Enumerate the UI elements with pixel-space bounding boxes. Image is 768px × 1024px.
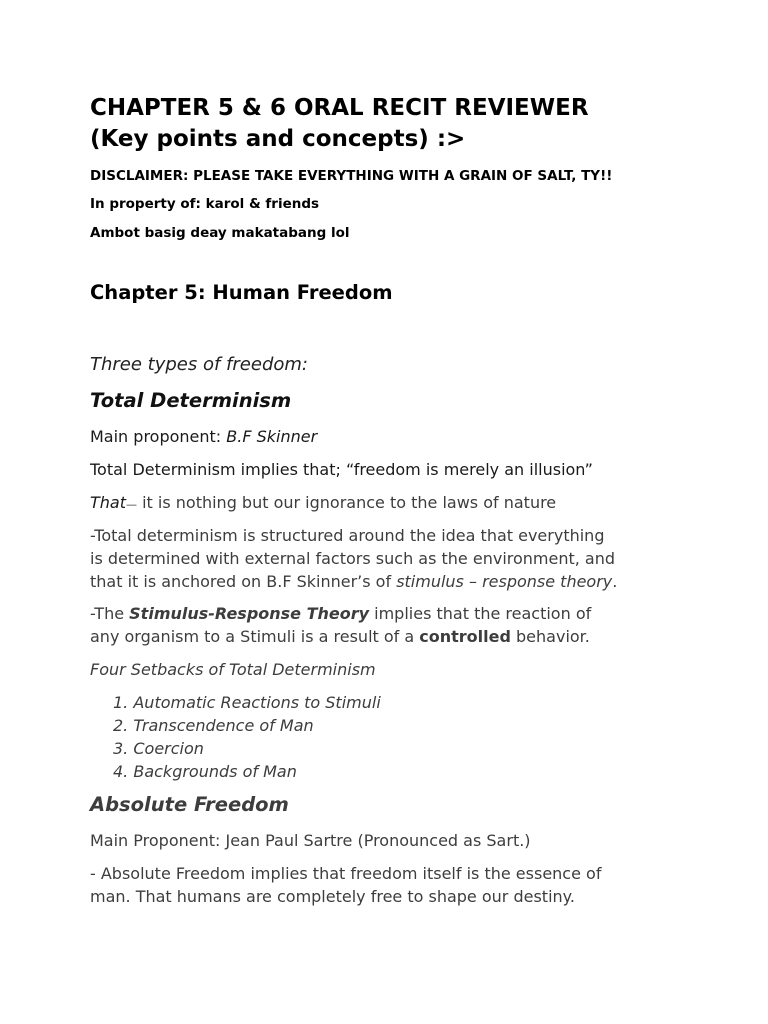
td-para2-line1-post: implies that the reaction of bbox=[369, 604, 592, 623]
td-para1-line3-ital: stimulus – response theory bbox=[396, 572, 613, 591]
setbacks-heading: Four Setbacks of Total Determinism bbox=[90, 660, 376, 679]
af-proponent: Main Proponent: Jean Paul Sartre (Pronounced as Sart.) bbox=[90, 831, 531, 850]
list-item: 3. Coercion bbox=[113, 739, 204, 758]
property-line: In property of: karol & friends bbox=[90, 196, 320, 212]
that-dash: — bbox=[126, 498, 137, 511]
td-implies: Total Determinism implies that; “freedom is merely an illusion” bbox=[90, 460, 593, 479]
td-paragraph-1 bbox=[90, 524, 617, 593]
setbacks-list bbox=[113, 691, 381, 783]
td-para1-line2: is determined with external factors such as the environment, and bbox=[90, 549, 616, 568]
disclaimer: DISCLAIMER: PLEASE TAKE EVERYTHING WITH A GRAIN OF SALT, TY!! bbox=[90, 168, 613, 184]
that-rest: it is nothing but our ignorance to the laws of nature bbox=[137, 493, 557, 512]
absolute-freedom-heading: Absolute Freedom bbox=[90, 793, 289, 816]
td-para2-line2-post: behavior. bbox=[510, 627, 590, 646]
td-para2-line2-bold: controlled bbox=[419, 627, 511, 646]
title-line-2: (Key points and concepts) :> bbox=[90, 126, 466, 152]
td-para2-line1-bold: Stimulus-Response Theory bbox=[129, 604, 370, 623]
td-para1-line3-post: . bbox=[612, 572, 618, 591]
freedom-types-intro: Three types of freedom: bbox=[90, 354, 308, 375]
note-line: Ambot basig deay makatabang lol bbox=[90, 225, 350, 241]
that-word: That bbox=[90, 493, 126, 512]
td-para2-line1-pre: -The bbox=[90, 604, 130, 623]
td-proponent bbox=[90, 425, 317, 448]
list-item: 2. Transcendence of Man bbox=[113, 716, 314, 735]
af-paragraph bbox=[90, 862, 601, 908]
td-para1-line1: -Total determinism is structured around the idea that everything bbox=[90, 526, 605, 545]
td-proponent-name: B.F Skinner bbox=[226, 427, 318, 446]
af-para-line1: - Absolute Freedom implies that freedom itself is the essence of bbox=[90, 864, 602, 883]
title-line-1: CHAPTER 5 & 6 ORAL RECIT REVIEWER bbox=[90, 95, 589, 121]
total-determinism-heading: Total Determinism bbox=[90, 389, 292, 412]
td-para2-line2-pre: any organism to a Stimuli is a result of a bbox=[90, 627, 420, 646]
chapter-heading: Chapter 5: Human Freedom bbox=[90, 281, 393, 304]
document-title bbox=[90, 93, 589, 155]
list-item: 4. Backgrounds of Man bbox=[113, 762, 297, 781]
td-that-line bbox=[90, 491, 556, 516]
af-para-line2: man. That humans are completely free to shape our destiny. bbox=[90, 887, 575, 906]
td-proponent-label: Main proponent: bbox=[90, 427, 227, 446]
td-paragraph-2 bbox=[90, 602, 591, 648]
list-item: 1. Automatic Reactions to Stimuli bbox=[113, 693, 381, 712]
td-para1-line3-pre: that it is anchored on B.F Skinner’s of bbox=[90, 572, 397, 591]
